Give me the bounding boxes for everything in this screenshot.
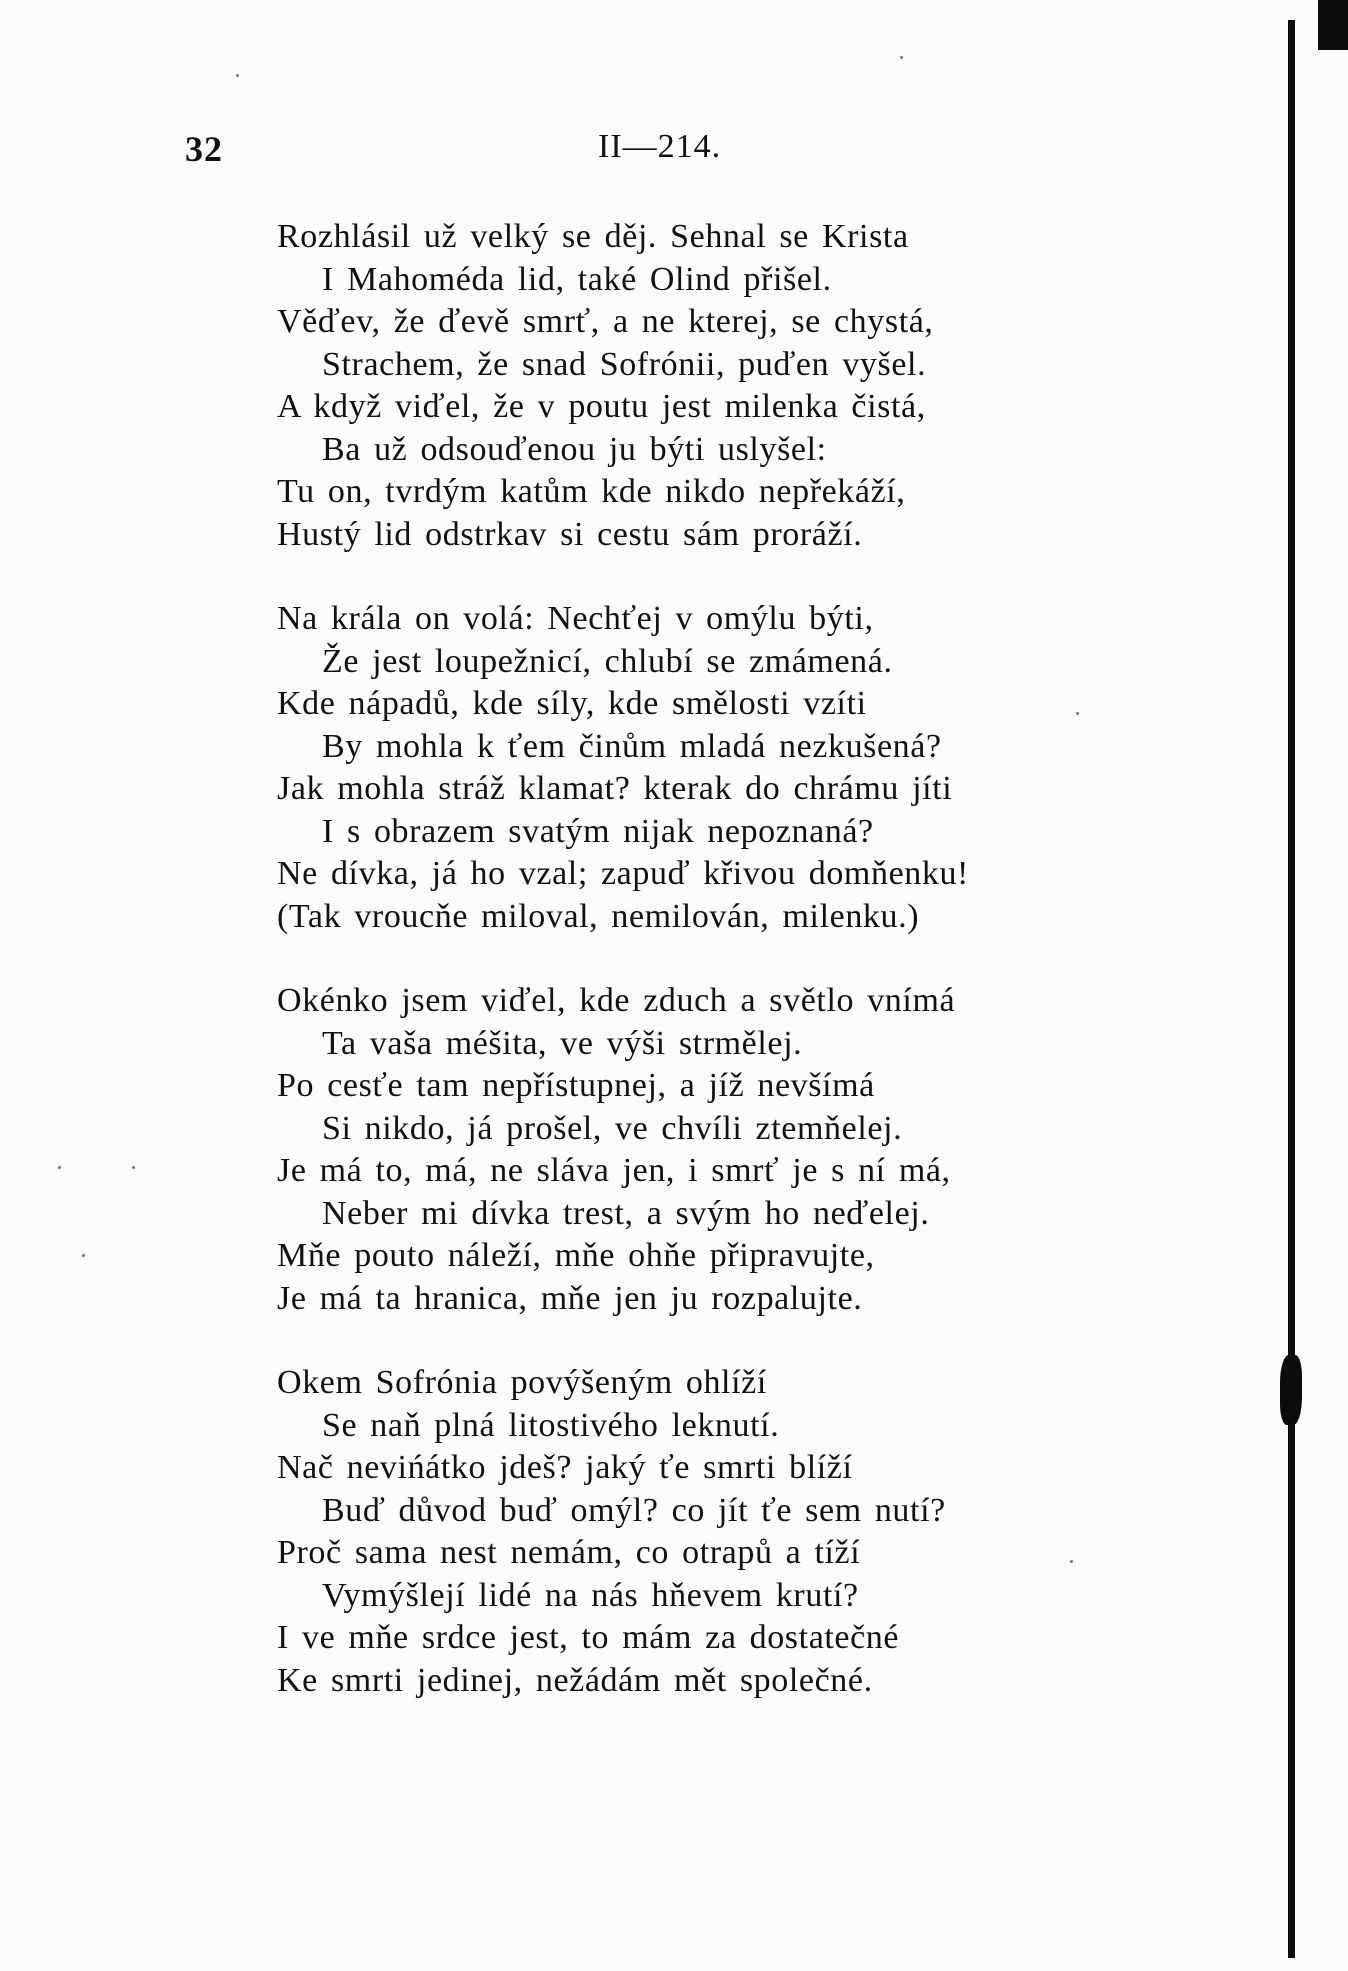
verse-line: Ba už odsouďenou ju býti uslyšel:: [322, 430, 827, 468]
verse-line: Hustý lid odstrkav si cestu sám proráží.: [277, 515, 863, 553]
verse-line: I ve mňe srdce jest, to mám za dostatečné: [277, 1619, 900, 1656]
stanza: [0, 1362, 1348, 1702]
verse-line: Tu on, tvrdým katům kde nikdo nepřekáží,: [277, 473, 906, 510]
verse-line: Na krála on volá: Nechťej v omýlu býti,: [277, 600, 874, 637]
verse-line: Nač nevińátko jdeš? jaký ťe smrti blíží: [277, 1449, 853, 1486]
verse-line: By mohla k ťem činům mladá nezkušená?: [322, 727, 942, 765]
verse-line: Ke smrti jedinej, nežádám mět společné.: [277, 1661, 873, 1699]
verse-line: Se naň plná litostivého leknutí.: [322, 1406, 780, 1444]
page-header: [0, 128, 1348, 178]
verse-line: Je má to, má, ne sláva jen, i smrť je s ní má,: [277, 1152, 951, 1189]
verse-line: Ta vaša méšita, ve výši strmělej.: [322, 1024, 803, 1062]
verse-line: Kde nápadů, kde síly, kde smělosti vzíti: [277, 685, 867, 722]
verse-line: Proč sama nest nemám, co otrapů a tíží: [277, 1534, 861, 1571]
paper-speck: [236, 74, 239, 77]
verse-line: Neber mi dívka trest, a svým ho neďelej.: [322, 1194, 930, 1232]
verse-line: I Mahoméda lid, také Olind přišel.: [322, 260, 832, 298]
verse-line: Rozhlásil už velký se děj. Sehnal se Krista: [277, 218, 909, 255]
verse-line: Okénko jsem viďel, kde zduch a světlo vnímá: [277, 982, 956, 1019]
page-corner-shadow: [1318, 0, 1348, 50]
verse-line: Věďev, že ďevě smrť, a ne kterej, se chystá,: [277, 303, 934, 340]
stanza: [0, 980, 1348, 1320]
stanza: [0, 216, 1348, 556]
verse-line: Strachem, že snad Sofrónii, puďen vyšel.: [322, 345, 927, 383]
stanza: [0, 598, 1348, 938]
running-head: II—214.: [598, 128, 722, 165]
verse-line: A když viďel, že v poutu jest milenka čistá,: [277, 388, 926, 425]
poem-body: [0, 216, 1348, 1744]
verse-line: Jak mohla stráž klamat? kterak do chrámu jíti: [277, 770, 953, 807]
verse-line: Okem Sofrónia povýšeným ohlíží: [277, 1364, 767, 1401]
verse-line: Po cesťe tam nepřístupnej, a jíž nevšímá: [277, 1067, 875, 1104]
verse-line: I s obrazem svatým nijak nepoznaná?: [322, 812, 874, 850]
verse-line: Že jest loupežnicí, chlubí se zmámená.: [322, 642, 893, 680]
verse-line: Je má ta hranica, mňe jen ju rozpalujte.: [277, 1279, 863, 1317]
verse-line: Mňe pouto náleží, mňe ohňe připravujte,: [277, 1237, 875, 1274]
verse-line: (Tak vroucňe miloval, nemilován, milenku.): [277, 897, 920, 935]
page-number: 32: [185, 129, 223, 169]
verse-line: Buď důvod buď omýl? co jít ťe sem nutí?: [322, 1491, 946, 1529]
verse-line: Si nikdo, já prošel, ve chvíli ztemňelej.: [322, 1109, 903, 1147]
paper-speck: [900, 56, 903, 59]
verse-line: Ne dívka, já ho vzal; zapuď křivou domňenku!: [277, 855, 969, 892]
verse-line: Vymýšlejí lidé na nás hňevem krutí?: [322, 1576, 859, 1614]
